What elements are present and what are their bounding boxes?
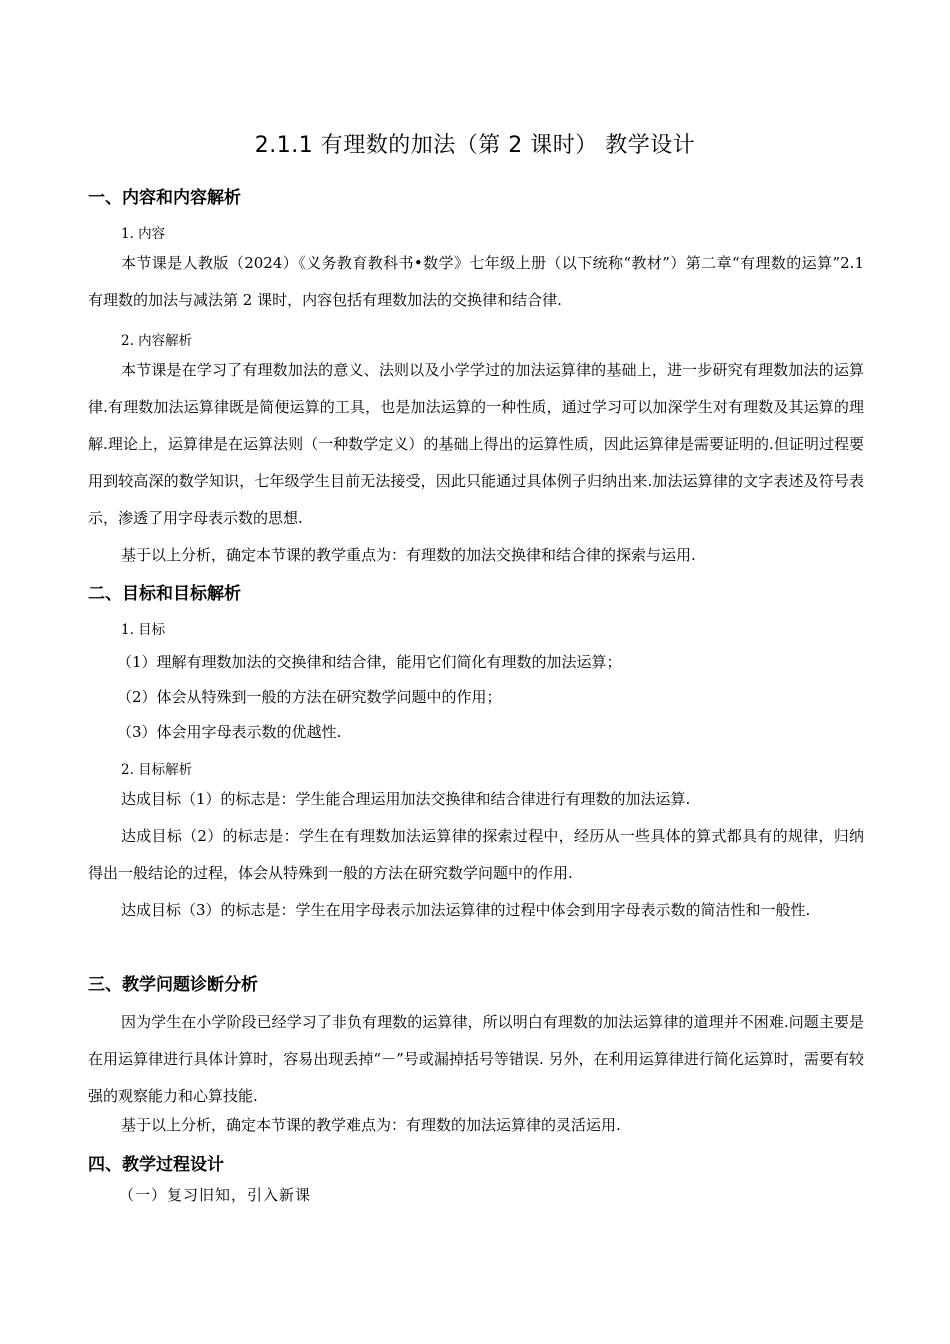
paragraph-goal-1: 达成目标（1）的标志是：学生能合理运用加法交换律和结合律进行有理数的加法运算. — [121, 790, 691, 808]
paragraph-difficulty: 基于以上分析，确定本节课的教学难点为：有理数的加法运算律的灵活运用. — [121, 1116, 621, 1134]
section-heading-goals: 二、目标和目标解析 — [88, 584, 241, 604]
subheading-content: 1. 内容 — [121, 226, 166, 242]
goal-item-1: （1）理解有理数加法的交换律和结合律，能用它们简化有理数的加法运算； — [117, 653, 622, 671]
paragraph-goal-2: 达成目标（2）的标志是：学生在有理数加法运算律的探索过程中，经历从一些具体的算式都具有的规律，归纳得出一般结论的过程，体会从特殊到一般的方法在研究数学问题中的作用. — [88, 827, 864, 882]
section-heading-process: 四、教学过程设计 — [88, 1155, 224, 1175]
subheading-content-analysis: 2. 内容解析 — [121, 333, 193, 349]
paragraph-content: 本节课是人教版（2024）《义务教育教科书•数学》七年级上册（以下统称“教材”）第二章“有理数的运算”2.1 有理数的加法与减法第 2 课时，内容包括有理数加法的交换律和结合律. — [88, 254, 864, 309]
page-title: 2.1.1 有理数的加法（第 2 课时） 教学设计 — [254, 133, 696, 158]
subheading-review: （一）复习旧知，引入新课 — [119, 1186, 312, 1204]
subheading-goals: 1. 目标 — [121, 622, 166, 638]
paragraph-content-analysis: 本节课是在学习了有理数加法的意义、法则以及小学学过的加法运算律的基础上，进一步研究有理数加法的运算律.有理数加法运算律既是简便运算的工具，也是加法运算的一种性质，通过学习可以加深学生对有理数及其运算的理解.理论上，运算律是在运算法则（一种数学定义）的基础上得出的运算性质，因此运算律是需要证明的.但证明过程要用到较高深的数学知识，七年级学生目前无法接受，因此只能通过具体例子归纳出来.加法运算律的文字表述及符号表示，渗透了用字母表示数的思想. — [88, 361, 864, 527]
subheading-goal-analysis: 2. 目标解析 — [121, 762, 193, 778]
section-heading-diagnosis: 三、教学问题诊断分析 — [88, 975, 258, 995]
paragraph-diagnosis: 因为学生在小学阶段已经学习了非负有理数的运算律，所以明白有理数的加法运算律的道理并不困难.问题主要是在用运算律进行具体计算时，容易出现丢掉“－”号或漏掉括号等错误. 另外，在利用运算律进行简化运算时，需要有较强的观察能力和心算技能. — [88, 1013, 864, 1105]
paragraph-key-point: 基于以上分析，确定本节课的教学重点为：有理数的加法交换律和结合律的探索与运用. — [121, 546, 696, 564]
section-heading-content: 一、内容和内容解析 — [88, 188, 241, 208]
goal-item-3: （3）体会用字母表示数的优越性. — [117, 723, 342, 741]
paragraph-goal-3: 达成目标（3）的标志是：学生在用字母表示加法运算律的过程中体会到用字母表示数的简洁性和一般性. — [121, 901, 811, 919]
goal-item-2: （2）体会从特殊到一般的方法在研究数学问题中的作用； — [117, 688, 502, 706]
